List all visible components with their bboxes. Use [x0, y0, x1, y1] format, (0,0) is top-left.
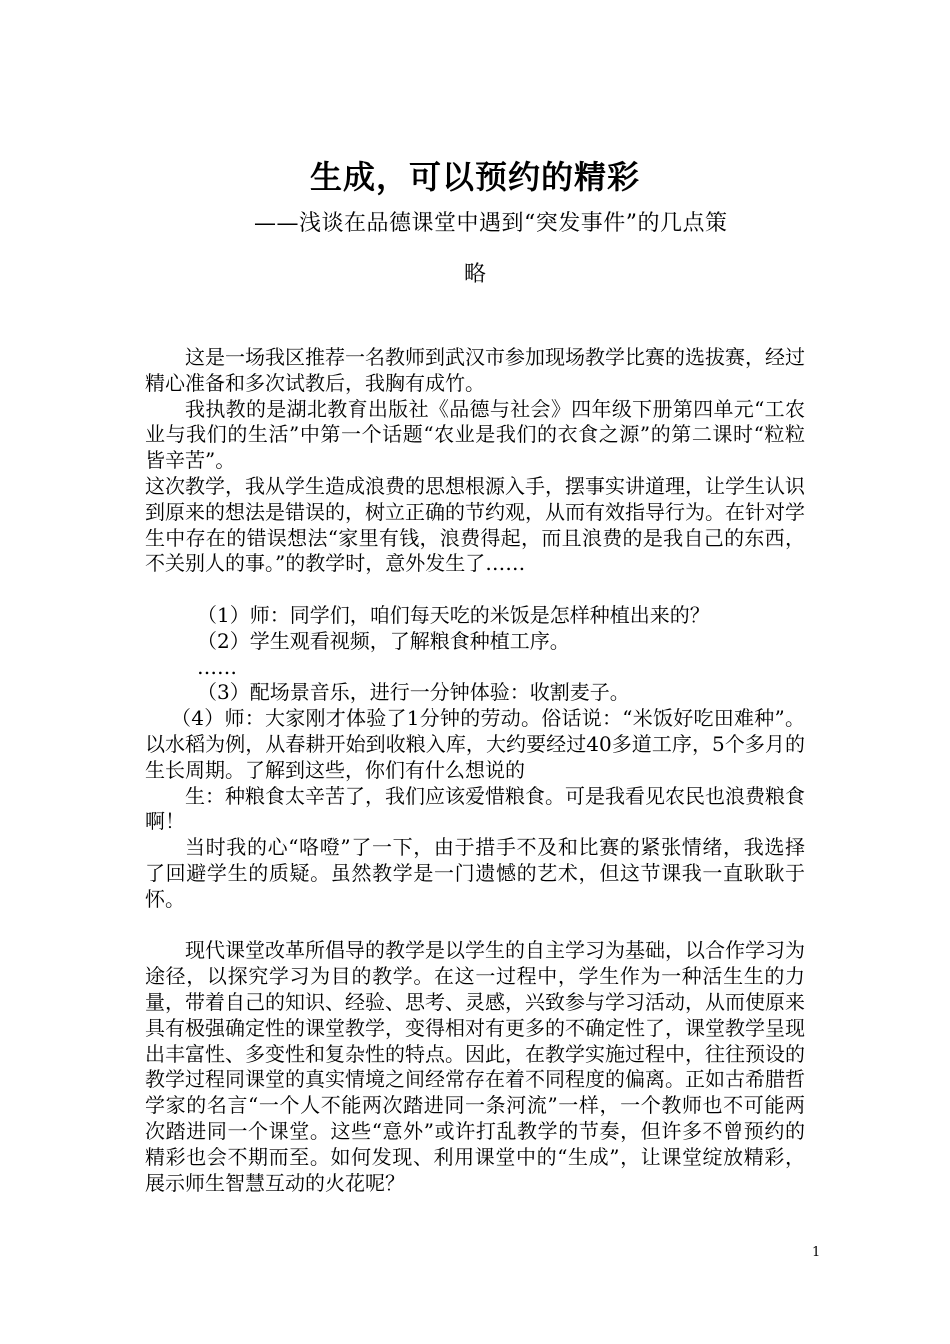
paragraph-modern-classroom: 现代课堂改革所倡导的教学是以学生的自主学习为基础，以合作学习为途径，以探究学习为目的教学。在这一过程中，学生作为一种活生生的力量，带着自己的知识、经验、思考、灵感，兴致参与学习活动，从而使原来具有极强确定性的课堂教学，变得相对有更多的不确定性了，课堂教学呈现出丰富性、多变性和复杂性的特点。因此，在教学实施过程中，往往预设的教学过程同课堂的真实情境之间经常存在着不同程度的偏离。正如古希腊哲学家的名言“一个人不能两次踏进同一条河流”一样，一个教师也不可能两次踏进同一个课堂。这些“意外”或许打乱教学的节奏，但许多不曾预约的精彩也会不期而至。如何发现、利用课堂中的“生成”，让课堂绽放精彩，展示师生智慧互动的火花呢？ — [145, 938, 805, 1195]
list-item-4 — [145, 706, 805, 783]
page-number: 1 — [812, 1245, 821, 1260]
paragraph-teaching-approach: 这次教学，我从学生造成浪费的思想根源入手，摆事实讲道理，让学生认识到原来的想法是错误的，树立正确的节约观，从而有效指导行为。在针对学生中存在的错误想法“家里有钱，浪费得起，而且浪费的是我自己的东西，不关别人的事。”的教学时，意外发生了…… — [145, 473, 805, 576]
list-item-1: （1）师：同学们，咱们每天吃的米饭是怎样种植出来的？ — [197, 602, 710, 627]
document-body — [145, 345, 805, 1196]
document-subtitle-line2: 略 — [463, 262, 486, 287]
paragraph-lesson-info: 我执教的是湖北教育出版社《品德与社会》四年级下册第四单元“工农业与我们的生活”中第一个话题“农业是我们的衣食之源”的第二课时“粒粒皆辛苦”。 — [145, 396, 805, 473]
paragraph-spacer — [145, 577, 805, 603]
document-title: 生成，可以预约的精彩 — [309, 158, 640, 196]
document-subtitle-line1: ——浅谈在品德课堂中遇到“突发事件”的几点策 — [254, 211, 728, 236]
list-item-3: （3）配场景音乐，进行一分钟体验：收割麦子。 — [197, 680, 630, 705]
paragraph-intro: 这是一场我区推荐一名教师到武汉市参加现场教学比赛的选拔赛，经过精心准备和多次试教后，我胸有成竹。 — [145, 345, 805, 395]
list-item-2: （2）学生观看视频，了解粮食种植工序。 — [197, 628, 570, 653]
paragraph-student-reply: 生：种粮食太辛苦了，我们应该爱惜粮食。可是我看见农民也浪费粮食啊！ — [145, 783, 805, 834]
list-item-4-text: （4）师：大家刚才体验了1分钟的劳动。俗话说：“米饭好吃田难种”。以水稻为例，从春耕开始到收粮入库，大约要经过40多道工序，5个多月的生长周期。了解到这些，你们有什么想说的 — [145, 706, 805, 782]
list-ellipsis: …… — [197, 654, 237, 679]
paragraph-spacer — [145, 913, 805, 939]
paragraph-reflection: 当时我的心“咯噔”了一下，由于措手不及和比赛的紧张情绪，我选择了回避学生的质疑。虽然教学是一门遗憾的艺术，但这节课我一直耿耿于怀。 — [145, 835, 805, 911]
